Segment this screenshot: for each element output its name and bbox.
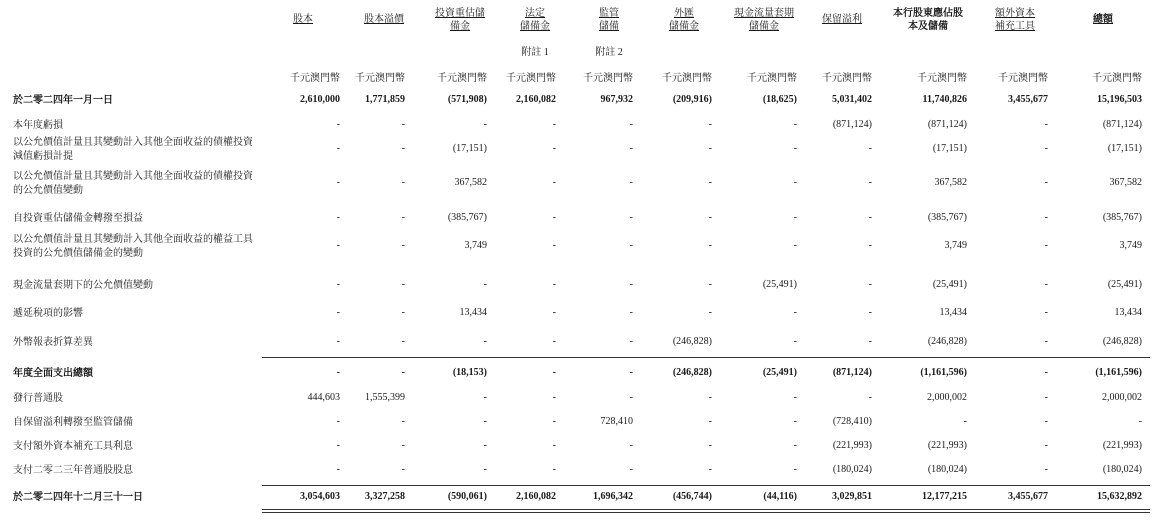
column-header-line: 監管 xyxy=(599,8,619,19)
table-cell: - xyxy=(629,143,633,154)
table-cell: - xyxy=(868,392,872,403)
table-cell: (44,116) xyxy=(763,491,797,502)
table-cell: - xyxy=(868,279,872,290)
table-cell: 367,582 xyxy=(934,177,967,188)
table-cell: - xyxy=(793,416,797,427)
table-cell: (871,124) xyxy=(927,119,967,130)
row-label: 自保留溢利轉撥至監管儲備 xyxy=(13,417,133,428)
table-cell: (1,161,596) xyxy=(1095,367,1142,378)
table-cell: - xyxy=(708,464,712,475)
table-cell: (209,916) xyxy=(672,94,712,105)
table-cell: - xyxy=(336,464,340,475)
table-cell: 728,410 xyxy=(600,416,633,427)
table-cell: - xyxy=(629,392,633,403)
table-cell: - xyxy=(483,464,487,475)
table-cell: (246,828) xyxy=(927,336,967,347)
table-cell: - xyxy=(868,177,872,188)
table-cell: (385,767) xyxy=(447,212,487,223)
table-cell: - xyxy=(1138,416,1142,427)
table-cell: - xyxy=(708,177,712,188)
table-cell: 1,696,342 xyxy=(593,491,633,502)
table-cell: - xyxy=(629,440,633,451)
row-label: 發行普通股 xyxy=(13,393,63,404)
column-header-line: 投資重估儲 xyxy=(435,8,485,19)
column-header-line: 備金 xyxy=(450,21,470,32)
table-cell: - xyxy=(793,177,797,188)
table-cell: - xyxy=(629,367,633,378)
table-cell: - xyxy=(401,440,405,451)
column-header-line: 額外資本 xyxy=(995,8,1035,19)
unit-label: 千元澳門幣 xyxy=(1092,73,1142,84)
table-cell: (17,151) xyxy=(452,143,487,154)
column-header xyxy=(883,7,973,33)
table-cell: - xyxy=(336,279,340,290)
table-cell: - xyxy=(793,307,797,318)
table-cell: (385,767) xyxy=(1102,212,1142,223)
column-header xyxy=(1058,13,1148,26)
row-label: 現金流量套期下的公允價值變動 xyxy=(13,280,153,291)
table-cell: - xyxy=(552,177,556,188)
row-label: 於二零二四年一月一日 xyxy=(13,95,113,106)
table-cell: 2,000,002 xyxy=(1102,392,1142,403)
table-cell: 11,740,826 xyxy=(922,94,967,105)
table-cell: - xyxy=(868,212,872,223)
table-cell: - xyxy=(708,416,712,427)
table-cell: - xyxy=(401,464,405,475)
table-cell: - xyxy=(793,212,797,223)
table-cell: (590,061) xyxy=(447,491,487,502)
table-cell: 367,582 xyxy=(454,177,487,188)
table-cell: (456,744) xyxy=(672,491,712,502)
table-cell: - xyxy=(793,143,797,154)
table-cell: - xyxy=(552,416,556,427)
table-cell: - xyxy=(401,177,405,188)
row-label: 支付二零二三年普通股股息 xyxy=(13,465,133,476)
table-cell: 13,434 xyxy=(939,307,967,318)
table-cell: (18,153) xyxy=(452,367,487,378)
table-cell: (871,124) xyxy=(832,367,872,378)
table-cell: - xyxy=(629,307,633,318)
column-header-line: 外匯 xyxy=(674,8,694,19)
table-cell: (246,828) xyxy=(1102,336,1142,347)
table-cell: - xyxy=(793,240,797,251)
table-cell: (246,828) xyxy=(672,336,712,347)
unit-label: 千元澳門幣 xyxy=(437,73,487,84)
table-cell: - xyxy=(483,440,487,451)
table-cell: - xyxy=(336,336,340,347)
column-header-line: 儲備 xyxy=(599,21,619,32)
table-cell: - xyxy=(401,240,405,251)
table-cell: - xyxy=(868,336,872,347)
table-cell: - xyxy=(1044,212,1048,223)
column-note: 附註 1 xyxy=(521,47,549,58)
unit-label: 千元澳門幣 xyxy=(506,73,556,84)
table-cell: (221,993) xyxy=(1102,440,1142,451)
table-cell: - xyxy=(552,392,556,403)
column-header-line: 本及儲備 xyxy=(908,21,948,32)
table-cell: - xyxy=(336,119,340,130)
table-cell: (25,491) xyxy=(762,279,797,290)
table-cell: (180,024) xyxy=(927,464,967,475)
column-header-line: 儲備金 xyxy=(749,21,779,32)
table-cell: - xyxy=(552,307,556,318)
table-cell: - xyxy=(483,336,487,347)
table-cell: (25,491) xyxy=(932,279,967,290)
table-cell: - xyxy=(629,336,633,347)
table-cell: 3,455,677 xyxy=(1008,94,1048,105)
column-header-line: 法定 xyxy=(525,8,545,19)
table-cell: 444,603 xyxy=(307,392,340,403)
table-cell: (221,993) xyxy=(832,440,872,451)
table-cell: - xyxy=(708,392,712,403)
table-cell: - xyxy=(401,367,405,378)
table-cell: (180,024) xyxy=(832,464,872,475)
column-header xyxy=(970,7,1060,33)
table-cell: - xyxy=(401,307,405,318)
total-double-rule-1 xyxy=(262,509,1150,510)
column-header-line: 總額 xyxy=(1093,14,1113,25)
table-cell: - xyxy=(708,240,712,251)
table-cell: - xyxy=(708,279,712,290)
table-cell: (871,124) xyxy=(1102,119,1142,130)
column-header-line: 儲備金 xyxy=(669,21,699,32)
table-cell: (25,491) xyxy=(1107,279,1142,290)
table-cell: - xyxy=(483,279,487,290)
row-label: 支付額外資本補充工具利息 xyxy=(13,441,133,452)
table-cell: - xyxy=(629,177,633,188)
table-cell: 2,160,082 xyxy=(516,491,556,502)
column-header xyxy=(719,7,809,33)
table-cell: - xyxy=(793,336,797,347)
row-label: 外幣報表折算差異 xyxy=(13,337,93,348)
table-cell: 3,749 xyxy=(464,240,487,251)
table-cell: - xyxy=(1044,367,1048,378)
table-cell: - xyxy=(1044,307,1048,318)
table-cell: 12,177,215 xyxy=(922,491,967,502)
table-cell: - xyxy=(1044,464,1048,475)
table-cell: (728,410) xyxy=(832,416,872,427)
table-cell: (871,124) xyxy=(832,119,872,130)
unit-label: 千元澳門幣 xyxy=(583,73,633,84)
table-cell: - xyxy=(401,119,405,130)
table-cell: - xyxy=(868,240,872,251)
column-header-line: 股本 xyxy=(293,14,313,25)
table-cell: - xyxy=(629,240,633,251)
table-cell: - xyxy=(336,307,340,318)
table-cell: - xyxy=(1044,392,1048,403)
column-header-line: 現金流量套期 xyxy=(734,8,794,19)
table-cell: 15,196,503 xyxy=(1097,94,1142,105)
table-cell: - xyxy=(401,336,405,347)
table-cell: 2,000,002 xyxy=(927,392,967,403)
unit-label: 千元澳門幣 xyxy=(662,73,712,84)
table-cell: 967,932 xyxy=(600,94,633,105)
column-header-line: 保留溢利 xyxy=(822,14,862,25)
table-cell: - xyxy=(336,240,340,251)
row-label: 以公允價值計量且其變動計入其他全面收益的債權投資減值虧損計提 xyxy=(13,137,253,162)
unit-label: 千元澳門幣 xyxy=(822,73,872,84)
table-cell: - xyxy=(552,143,556,154)
table-cell: - xyxy=(1044,240,1048,251)
table-cell: - xyxy=(793,119,797,130)
table-cell: 13,434 xyxy=(1114,307,1142,318)
row-label: 本年度虧損 xyxy=(13,120,63,131)
table-cell: - xyxy=(483,119,487,130)
table-cell: 3,749 xyxy=(1119,240,1142,251)
table-cell: 5,031,402 xyxy=(832,94,872,105)
table-cell: 3,327,258 xyxy=(365,491,405,502)
table-cell: - xyxy=(708,143,712,154)
table-cell: - xyxy=(1044,440,1048,451)
table-cell: - xyxy=(552,464,556,475)
total-double-rule-2 xyxy=(262,512,1150,513)
table-cell: 2,610,000 xyxy=(300,94,340,105)
table-cell: - xyxy=(336,367,340,378)
table-cell: - xyxy=(868,143,872,154)
table-cell: - xyxy=(552,240,556,251)
table-cell: (18,625) xyxy=(762,94,797,105)
unit-label: 千元澳門幣 xyxy=(917,73,967,84)
table-cell: 3,749 xyxy=(944,240,967,251)
table-cell: - xyxy=(793,464,797,475)
table-cell: 2,160,082 xyxy=(516,94,556,105)
total-rule-top xyxy=(262,485,1150,486)
table-cell: (246,828) xyxy=(672,367,712,378)
table-cell: - xyxy=(1044,336,1048,347)
table-cell: - xyxy=(552,279,556,290)
table-cell: - xyxy=(336,440,340,451)
table-cell: (180,024) xyxy=(1102,464,1142,475)
table-cell: - xyxy=(708,119,712,130)
table-cell: (221,993) xyxy=(927,440,967,451)
table-cell: - xyxy=(1044,279,1048,290)
table-cell: - xyxy=(401,212,405,223)
table-cell: 3,455,677 xyxy=(1008,491,1048,502)
table-cell: - xyxy=(1044,416,1048,427)
table-cell: (25,491) xyxy=(762,367,797,378)
table-cell: (385,767) xyxy=(927,212,967,223)
table-cell: - xyxy=(401,143,405,154)
subtotal-rule xyxy=(262,357,1150,358)
column-header-line: 儲備金 xyxy=(520,21,550,32)
table-cell: - xyxy=(963,416,967,427)
table-cell: - xyxy=(629,119,633,130)
column-header xyxy=(639,7,729,33)
table-cell: - xyxy=(401,416,405,427)
table-cell: 3,054,603 xyxy=(300,491,340,502)
table-cell: - xyxy=(336,143,340,154)
table-cell: - xyxy=(552,440,556,451)
table-cell: - xyxy=(793,440,797,451)
table-cell: - xyxy=(629,279,633,290)
table-cell: - xyxy=(1044,177,1048,188)
table-cell: (17,151) xyxy=(932,143,967,154)
column-header xyxy=(258,13,348,26)
table-cell: - xyxy=(336,416,340,427)
table-cell: - xyxy=(1044,143,1048,154)
table-cell: 13,434 xyxy=(459,307,487,318)
table-cell: - xyxy=(868,307,872,318)
table-cell: - xyxy=(1044,119,1048,130)
column-header xyxy=(797,13,887,26)
table-cell: (1,161,596) xyxy=(920,367,967,378)
column-header-line: 補充工具 xyxy=(995,21,1035,32)
table-cell: - xyxy=(708,440,712,451)
table-cell: - xyxy=(708,307,712,318)
table-cell: - xyxy=(629,464,633,475)
table-cell: (571,908) xyxy=(447,94,487,105)
table-cell: - xyxy=(401,279,405,290)
unit-label: 千元澳門幣 xyxy=(747,73,797,84)
table-cell: - xyxy=(552,336,556,347)
table-cell: 367,582 xyxy=(1109,177,1142,188)
row-label: 以公允價值計量且其變動計入其他全面收益的權益工具投資的公允價值儲備金的變動 xyxy=(13,234,253,259)
unit-label: 千元澳門幣 xyxy=(355,73,405,84)
table-cell: - xyxy=(483,416,487,427)
table-cell: - xyxy=(552,367,556,378)
table-cell: - xyxy=(629,212,633,223)
table-cell: (17,151) xyxy=(1107,143,1142,154)
row-label: 於二零二四年十二月三十一日 xyxy=(13,492,143,503)
unit-label: 千元澳門幣 xyxy=(998,73,1048,84)
table-cell: 3,029,851 xyxy=(832,491,872,502)
table-cell: 1,555,399 xyxy=(365,392,405,403)
table-cell: - xyxy=(552,212,556,223)
table-cell: - xyxy=(336,177,340,188)
table-cell: 1,771,859 xyxy=(365,94,405,105)
table-cell: - xyxy=(793,392,797,403)
table-cell: - xyxy=(552,119,556,130)
table-cell: - xyxy=(336,212,340,223)
column-header-line: 股本溢價 xyxy=(364,14,404,25)
table-cell: - xyxy=(483,392,487,403)
column-header-line: 本行股東應佔股 xyxy=(893,8,963,19)
unit-label: 千元澳門幣 xyxy=(290,73,340,84)
row-label: 年度全面支出總額 xyxy=(13,368,93,379)
row-label: 以公允價值計量且其變動計入其他全面收益的債權投資的公允價值變動 xyxy=(13,171,253,196)
row-label: 自投資重估儲備金轉撥至損益 xyxy=(13,213,143,224)
row-label: 遞延稅項的影響 xyxy=(13,308,83,319)
table-cell: - xyxy=(708,212,712,223)
column-note: 附註 2 xyxy=(595,47,623,58)
table-cell: 15,632,892 xyxy=(1097,491,1142,502)
